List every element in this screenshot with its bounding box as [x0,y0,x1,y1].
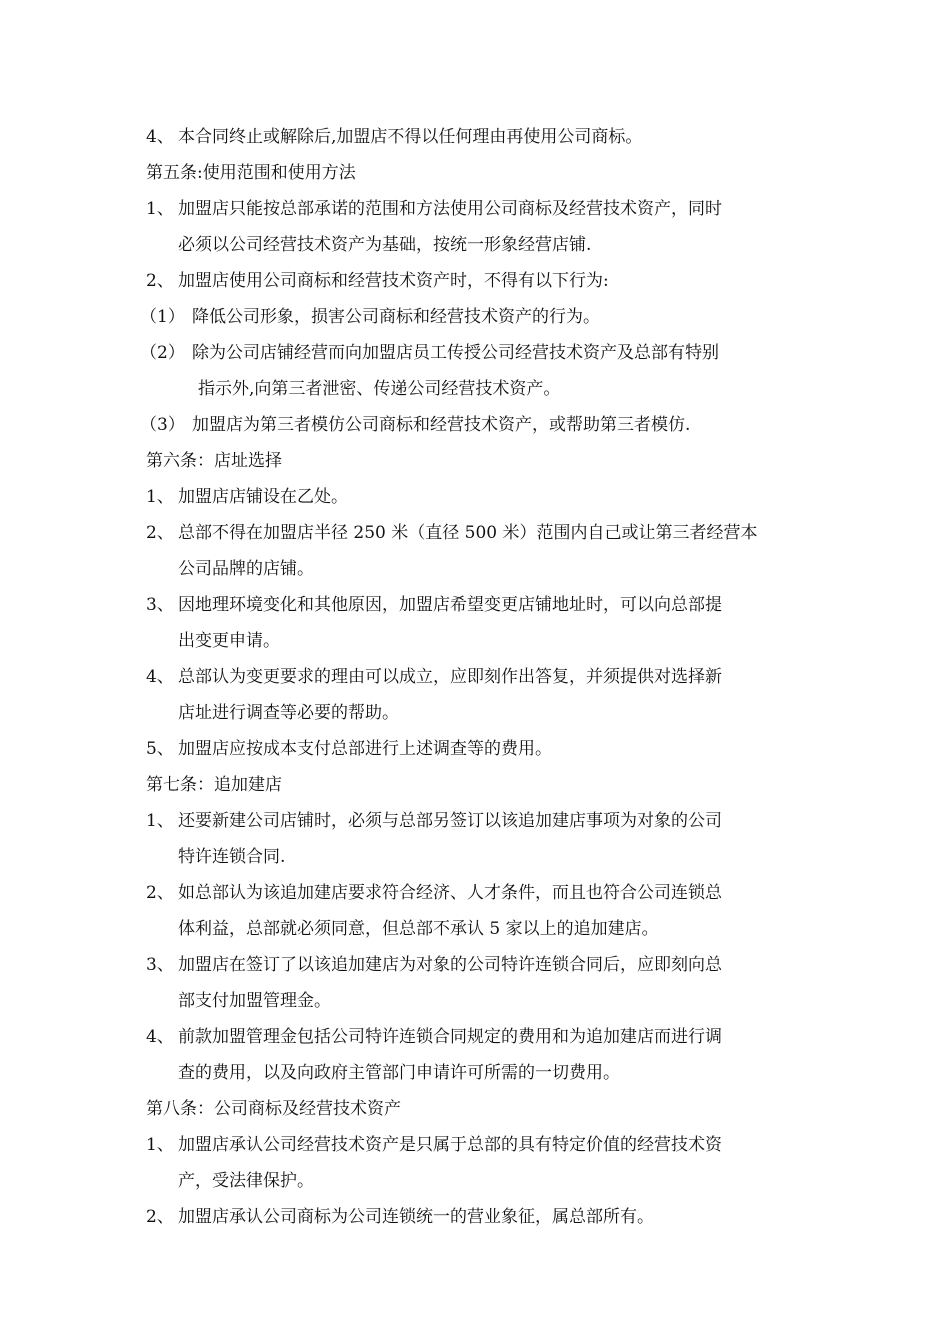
list-item [146,1134,722,1156]
item-number: 5、 [146,739,174,759]
item-text: 加盟店承认公司经营技术资产是只属于总部的具有特定价值的经营技术资 [178,1135,722,1155]
list-item [146,594,722,616]
item-text: 因地理环境变化和其他原因，加盟店希望变更店铺地址时，可以向总部提 [178,595,722,615]
item-text: 加盟店店铺设在乙处。 [178,487,348,507]
list-item [146,810,722,832]
list-item [146,522,758,544]
item-number: 4、 [146,667,174,687]
list-item [146,198,722,220]
list-item [146,126,642,148]
section-heading: 第五条:使用范围和使用方法 [146,163,356,183]
list-item [146,486,348,508]
section-heading: 第六条：店址选择 [146,451,282,471]
item-text: 加盟店使用公司商标和经营技术资产时，不得有以下行为: [178,271,609,291]
list-item [140,306,600,328]
list-item [146,882,722,904]
item-text: 总部不得在加盟店半径 250 米（直径 500 米）范围内自己或让第三者经营本 [178,523,758,543]
item-number: 3、 [146,595,174,615]
item-number: 2、 [146,271,174,291]
item-number: 2、 [146,1207,174,1227]
item-text-continued: 查的费用，以及向政府主管部门申请许可所需的一切费用。 [178,1063,620,1083]
item-text: 加盟店为第三者模仿公司商标和经营技术资产，或帮助第三者模仿. [192,415,691,435]
list-item [146,738,552,760]
list-item [140,414,691,436]
item-number: 2、 [146,523,174,543]
item-text: 除为公司店铺经营而向加盟店员工传授公司经营技术资产及总部有特别 [192,343,719,363]
item-text-continued: 体利益，总部就必须同意，但总部不承认 5 家以上的追加建店。 [178,919,659,939]
list-item [140,342,719,364]
item-number: 2、 [146,883,174,903]
item-text: 加盟店在签订了以该追加建店为对象的公司特许连锁合同后，应即刻向总 [178,955,722,975]
item-number: 3、 [146,955,174,975]
list-item [146,270,609,292]
item-text-continued: 产，受法律保护。 [178,1171,314,1191]
list-item [146,1206,654,1228]
item-text: 总部认为变更要求的理由可以成立，应即刻作出答复，并须提供对选择新 [178,667,722,687]
item-text-continued: 出变更申请。 [178,631,280,651]
item-text: 本合同终止或解除后,加盟店不得以任何理由再使用公司商标。 [178,127,643,147]
item-text-continued: 店址进行调查等必要的帮助。 [178,703,399,723]
item-number: （1） [140,307,185,327]
item-text: 加盟店承认公司商标为公司连锁统一的营业象征，属总部所有。 [178,1207,654,1227]
item-number: 1、 [146,487,174,507]
item-text: 还要新建公司店铺时，必须与总部另签订以该追加建店事项为对象的公司 [178,811,722,831]
item-text-continued: 公司品牌的店铺。 [178,559,314,579]
item-number: 4、 [146,1027,174,1047]
item-number: 4、 [146,127,174,147]
item-number: （2） [140,343,185,363]
item-number: （3） [140,415,185,435]
item-text: 降低公司形象，损害公司商标和经营技术资产的行为。 [192,307,600,327]
item-text-continued: 特许连锁合同. [178,847,286,867]
item-text: 加盟店只能按总部承诺的范围和方法使用公司商标及经营技术资产，同时 [178,199,722,219]
item-number: 1、 [146,1135,174,1155]
list-item [146,1026,722,1048]
list-item [146,954,722,976]
item-text-continued: 指示外,向第三者泄密、传递公司经营技术资产。 [198,379,561,399]
item-text: 如总部认为该追加建店要求符合经济、人才条件，而且也符合公司连锁总 [178,883,722,903]
item-text-continued: 必须以公司经营技术资产为基础，按统一形象经营店铺. [178,235,592,255]
item-text-continued: 部支付加盟管理金。 [178,991,331,1011]
list-item [146,666,722,688]
section-heading: 第七条：追加建店 [146,775,282,795]
item-text: 前款加盟管理金包括公司特许连锁合同规定的费用和为追加建店而进行调 [178,1027,722,1047]
item-text: 加盟店应按成本支付总部进行上述调查等的费用。 [178,739,552,759]
item-number: 1、 [146,199,174,219]
item-number: 1、 [146,811,174,831]
section-heading: 第八条：公司商标及经营技术资产 [146,1099,401,1119]
